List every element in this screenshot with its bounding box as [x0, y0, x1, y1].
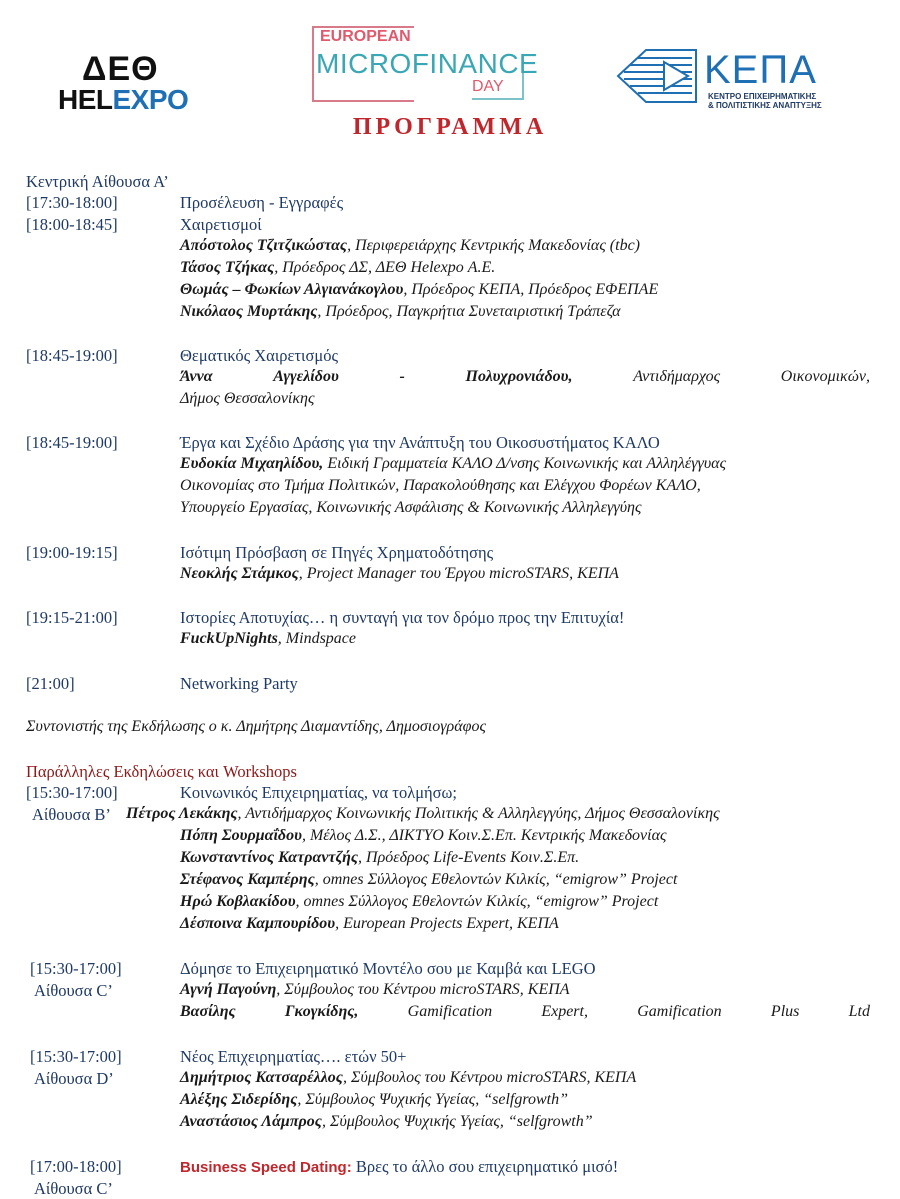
deth-helexpo-logo [58, 50, 198, 115]
speaker-role: Ειδική Γραμματεία ΚΑΛΟ Δ/νσης Κοινωνικής και Αλληλέγγυας [323, 455, 727, 472]
helexpo-logo-text-b: EXPO [112, 84, 189, 115]
speaker-role-part: Expert, [541, 1003, 588, 1020]
speaker-role: , Project Manager του Έργου microSTARS, ΚΕΠΑ [298, 565, 619, 582]
speaker-name: Νεοκλής Στάμκος [180, 565, 299, 582]
european-microfinance-day-logo [312, 26, 539, 102]
kepa-logo [616, 48, 846, 108]
moderator-note: Συντονιστής της Εκδήλωσης ο κ. Δημήτρης Διαμαντίδης, Δημοσιογράφος [26, 718, 486, 735]
speaker-name-part: Πολυχρονιάδου, [465, 368, 573, 385]
speaker-line [180, 1091, 568, 1109]
helexpo-logo-text-a: HEL [58, 84, 113, 115]
session-title: Θεματικός Χαιρετισμός [180, 346, 339, 365]
speaker-line [180, 281, 658, 299]
speaker-role-part: Plus [770, 1003, 800, 1020]
workshop-title: Δόμησε το Επιχειρηματικό Μοντέλο σου με Καμβά και LEGO [180, 959, 596, 978]
speaker-role-part: Αντιδήμαρχος [633, 368, 721, 385]
kepa-logo-sub2: & ΠΟΛΙΤΙΣΤΙΚΗΣ ΑΝΑΠΤΥΞΗΣ [708, 101, 822, 110]
speaker-name: Νικόλαος Μυρτάκης [180, 303, 318, 320]
speaker-role: , Πρόεδρος, Παγκρήτια Συνεταιριστική Τράπεζα [317, 303, 621, 320]
speaker-role: , Σύμβουλος του Κέντρου microSTARS, ΚΕΠΑ [342, 1069, 637, 1086]
speaker-name: Αλέξης Σιδερίδης [180, 1091, 298, 1108]
session-title: Προσέλευση - Εγγραφές [180, 193, 344, 212]
speaker-line [180, 565, 619, 583]
speaker-line [180, 259, 495, 277]
speaker-name: Αγνή Παγούνη [180, 981, 277, 998]
workshop-title: Κοινωνικός Επιχειρηματίας, να τολμήσω; [180, 783, 458, 802]
session-time: [19:00-19:15] [26, 543, 118, 562]
speaker-line [180, 893, 658, 911]
session-title: Ιστορίες Αποτυχίας… η συνταγή για τον δρόμο προς την Επιτυχία! [180, 608, 625, 627]
session-title: Έργα και Σχέδιο Δράσης για την Ανάπτυξη του Οικοσυστήματος ΚΑΛΟ [180, 433, 660, 452]
session-title: Networking Party [180, 674, 298, 693]
session-time: [18:45-19:00] [26, 433, 118, 452]
speaker-name-part: Αγγελίδου [273, 368, 339, 385]
speaker-role: Δήμος Θεσσαλονίκης [180, 390, 315, 407]
workshop-room: Αίθουσα C’ [34, 981, 113, 1000]
speaker-line [180, 849, 579, 867]
speaker-line [180, 237, 640, 255]
speaker-line [180, 455, 726, 473]
speaker-name: Ηρώ Κοβλακίδου [180, 893, 296, 910]
session-title: Χαιρετισμοί [180, 215, 262, 234]
emd-logo-line2: MICROFINANCE [316, 48, 539, 79]
speaker-name-part: Άννα [180, 368, 213, 385]
speaker-name: Στέφανος Καμπέρης [180, 871, 315, 888]
speaker-role-part: Ltd [848, 1003, 870, 1020]
speaker-line [180, 827, 666, 845]
deth-logo-text: ΔΕΘ [82, 50, 159, 88]
speaker-role: , Μέλος Δ.Σ., ΔΙΚΤΥΟ Κοιν.Σ.Επ. Κεντρικής Μακεδονίας [301, 827, 667, 844]
workshop-room: Αίθουσα Β’ [32, 805, 111, 824]
workshop-time: [17:00-18:00] [30, 1157, 122, 1176]
section-parallel-events: Παράλληλες Εκδηλώσεις και Workshops [26, 762, 297, 781]
speaker-role: , omnes Σύλλογος Εθελοντών Κιλκίς, “emigrow” Project [314, 871, 678, 888]
speaker-role: , European Projects Expert, ΚΕΠΑ [335, 915, 559, 932]
speaker-role: , Αντιδήμαρχος Κοινωνικής Πολιτικής & Αλληλεγγύης, Δήμος Θεσσαλονίκης [237, 805, 720, 822]
page-title: ΠΡΟΓΡΑΜΜΑ [352, 114, 548, 140]
workshop-title-highlight: Business Speed Dating: [180, 1159, 352, 1176]
speaker-line [180, 915, 559, 933]
speaker-name: Πόπη Σουρμαΐδου [180, 827, 302, 844]
speaker-name: Ευδοκία Μιχαηλίδου, [180, 455, 324, 472]
kepa-arrow-icon [616, 48, 702, 104]
session-title: Ισότιμη Πρόσβαση σε Πηγές Χρηματοδότησης [180, 543, 494, 562]
speaker-line [180, 871, 677, 889]
speaker-name: Θωμάς – Φωκίων Αλγιανάκογλου [180, 281, 404, 298]
speaker-line [180, 1003, 870, 1021]
speaker-role-part: Οικονομικών, [780, 368, 870, 385]
workshop-room: Αίθουσα D’ [34, 1069, 114, 1088]
speaker-role: , Σύμβουλος του Κέντρου microSTARS, ΚΕΠΑ [276, 981, 570, 998]
speaker-line [180, 981, 570, 999]
speaker-name: Αναστάσιος Λάμπρος [180, 1113, 322, 1130]
workshop-title [180, 1157, 618, 1177]
speaker-name: Πέτρος Λεκάκης [126, 805, 238, 822]
speaker-line [180, 303, 621, 321]
session-time: [19:15-21:00] [26, 608, 118, 627]
workshop-time: [15:30-17:00] [30, 959, 122, 978]
speaker-role-part: Gamification [637, 1003, 722, 1020]
session-time: [18:00-18:45] [26, 215, 118, 234]
speaker-role: Οικονομίας στο Τμήμα Πολιτικών, Παρακολούθησης και Ελέγχου Φορέων ΚΑΛΟ, [180, 477, 701, 494]
workshop-title-rest: Βρες το άλλο σου επιχειρηματικό μισό! [351, 1157, 619, 1176]
speaker-role: , Σύμβουλος Ψυχικής Υγείας, “selfgrowth” [297, 1091, 569, 1108]
speaker-name-part: - [399, 368, 405, 385]
session-time: [17:30-18:00] [26, 193, 118, 212]
session-time: [18:45-19:00] [26, 346, 118, 365]
workshop-room: Αίθουσα C’ [34, 1179, 113, 1198]
speaker-line [180, 630, 356, 648]
speaker-line [126, 805, 720, 823]
workshop-time: [15:30-17:00] [26, 783, 118, 802]
emd-logo-line1: EUROPEAN [320, 28, 411, 45]
kepa-logo-name: ΚΕΠΑ [704, 48, 817, 92]
speaker-name: Απόστολος Τζιτζικώστας [180, 237, 348, 254]
speaker-role-part: Gamification [407, 1003, 493, 1020]
workshop-title: Νέος Επιχειρηματίας…. ετών 50+ [180, 1047, 407, 1066]
speaker-role: , Πρόεδρος ΔΣ, ΔΕΘ Helexpo Α.Ε. [274, 259, 496, 276]
speaker-role: , Σύμβουλος Ψυχικής Υγείας, “selfgrowth” [321, 1113, 593, 1130]
speaker-line [180, 1069, 636, 1087]
emd-logo-line3: DAY [472, 78, 504, 95]
speaker-role: , omnes Σύλλογος Εθελοντών Κιλκίς, “emigrow” Project [295, 893, 659, 910]
speaker-role: , Πρόεδρος Life-Events Κοιν.Σ.Επ. [358, 849, 580, 866]
speaker-role: , Mindspace [277, 630, 356, 647]
speaker-line [180, 1113, 593, 1131]
section-main-hall: Κεντρική Αίθουσα Α’ [26, 172, 169, 191]
speaker-role: , Πρόεδρος ΚΕΠΑ, Πρόεδρος ΕΦΕΠΑΕ [403, 281, 659, 298]
speaker-name: Τάσος Τζήκας [180, 259, 275, 276]
speaker-name: Κωνσταντίνος Κατραντζής [180, 849, 359, 866]
speaker-line [180, 368, 870, 386]
speaker-name: Δημήτριος Κατσαρέλλος [180, 1069, 343, 1086]
speaker-name: FuckUpNights [180, 630, 278, 647]
session-time: [21:00] [26, 674, 75, 693]
speaker-role: Υπουργείο Εργασίας, Κοινωνικής Ασφάλισης & Κοινωνικής Αλληλεγγύης [180, 499, 642, 516]
speaker-name-part: Βασίλης [180, 1003, 236, 1020]
speaker-role: , Περιφερειάρχης Κεντρικής Μακεδονίας (tbc) [347, 237, 641, 254]
kepa-logo-sub1: ΚΕΝΤΡΟ ΕΠΙΧΕΙΡΗΜΑΤΙΚΗΣ [708, 92, 817, 101]
speaker-name: Δέσποινα Καμπουρίδου [180, 915, 336, 932]
speaker-name-part: Γκογκίδης, [284, 1003, 359, 1020]
workshop-time: [15:30-17:00] [30, 1047, 122, 1066]
